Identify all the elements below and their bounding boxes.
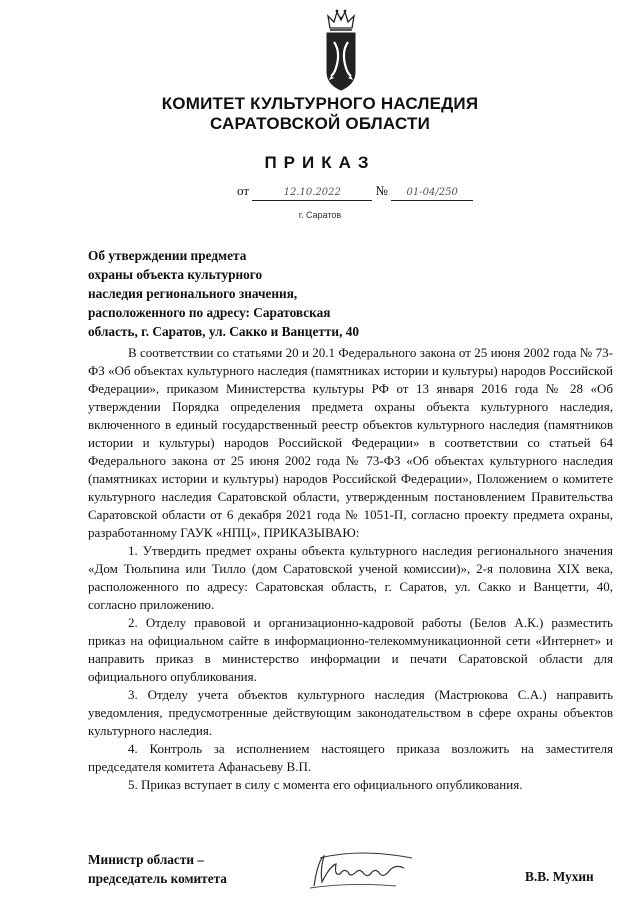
order-item-1: 1. Утвердить предмет охраны объекта культурного наследия регионального значения «Дом Тюльпина или Тилло (дом Саратовской ученой комиссии)», 2-я половина XIX века, расположенного по адресу: Саратовская область, г. Саратов, ул. Сакко и Ванцетти, 40, согласно приложению. — [88, 543, 613, 612]
order-body — [88, 344, 613, 794]
preamble-paragraph: В соответствии со статьями 20 и 20.1 Федерального закона от 25 июня 2002 года № 73-ФЗ «Об объектах культурного наследия (памятниках истории и культуры) народов Российской Федерации», приказом Министерства культуры РФ от 13 января 2016 года № 28 «Об утверждении Порядка определения предмета охраны объекта культурного наследия, включенного в единый государственный реестр объектов культурного наследия (памятников истории и культуры) народов Российской Федерации» в соответствии со статьей 64 Федерального закона от 25 июня 2002 года № 73-ФЗ «Об объектах культурного наследия (памятниках истории и культуры) народов Российской Федерации», Положением о комитете культурного наследия Саратовской области, утвержденным постановлением Правительства Саратовской области от 6 декабря 2021 года № 1051-П, согласно проекту предмета охраны, разработанному ГАУК «НПЦ», ПРИКАЗЫВАЮ: — [88, 345, 613, 540]
handwritten-signature — [300, 846, 430, 892]
number-prefix: № — [375, 183, 388, 198]
subject-line: наследия регионального значения, — [88, 286, 298, 301]
signatory-title-line1: Министр области – — [88, 852, 204, 867]
date-field: 12.10.2022 — [252, 186, 372, 201]
subject-line: охраны объекта культурного — [88, 267, 263, 282]
signatory-title — [88, 850, 227, 888]
org-name-line2: САРАТОВСКОЙ ОБЛАСТИ — [209, 114, 431, 133]
order-item-4: 4. Контроль за исполнением настоящего приказа возложить на заместителя председателя комитета Афанасьеву В.П. — [88, 741, 613, 774]
signatory-name: В.В. Мухин — [525, 869, 594, 884]
order-item-3: 3. Отделу учета объектов культурного наследия (Мастрюкова С.А.) направить уведомления, предусмотренные действующим законодательством в сфере охраны объектов культурного наследия. — [88, 687, 613, 738]
subject-line: расположенного по адресу: Саратовская — [88, 305, 331, 320]
subject-block — [88, 246, 448, 341]
city: г. Саратов — [298, 210, 342, 220]
subject-line: Об утверждении предмета — [88, 248, 247, 263]
signatory-title-line2: председатель комитета — [88, 871, 227, 886]
number-field: 01-04/250 — [391, 186, 473, 201]
org-name-line1: КОМИТЕТ КУЛЬТУРНОГО НАСЛЕДИЯ — [161, 94, 479, 113]
order-item-5: 5. Приказ вступает в силу с момента его официального опубликования. — [128, 777, 523, 792]
coat-of-arms-icon — [322, 8, 360, 92]
document-type: ПРИКАЗ — [264, 153, 376, 172]
date-number-line — [237, 183, 473, 201]
subject-line: область, г. Саратов, ул. Сакко и Ванцетти, 40 — [88, 324, 360, 339]
order-item-2: 2. Отделу правовой и организационно-кадровой работы (Белов А.К.) разместить приказ на официальном сайте в информационно-телекоммуникационной сети «Интернет» и направить приказ в министерство информации и печати Саратовской области для официального опубликования. — [88, 615, 613, 684]
date-prefix: от — [237, 183, 250, 198]
